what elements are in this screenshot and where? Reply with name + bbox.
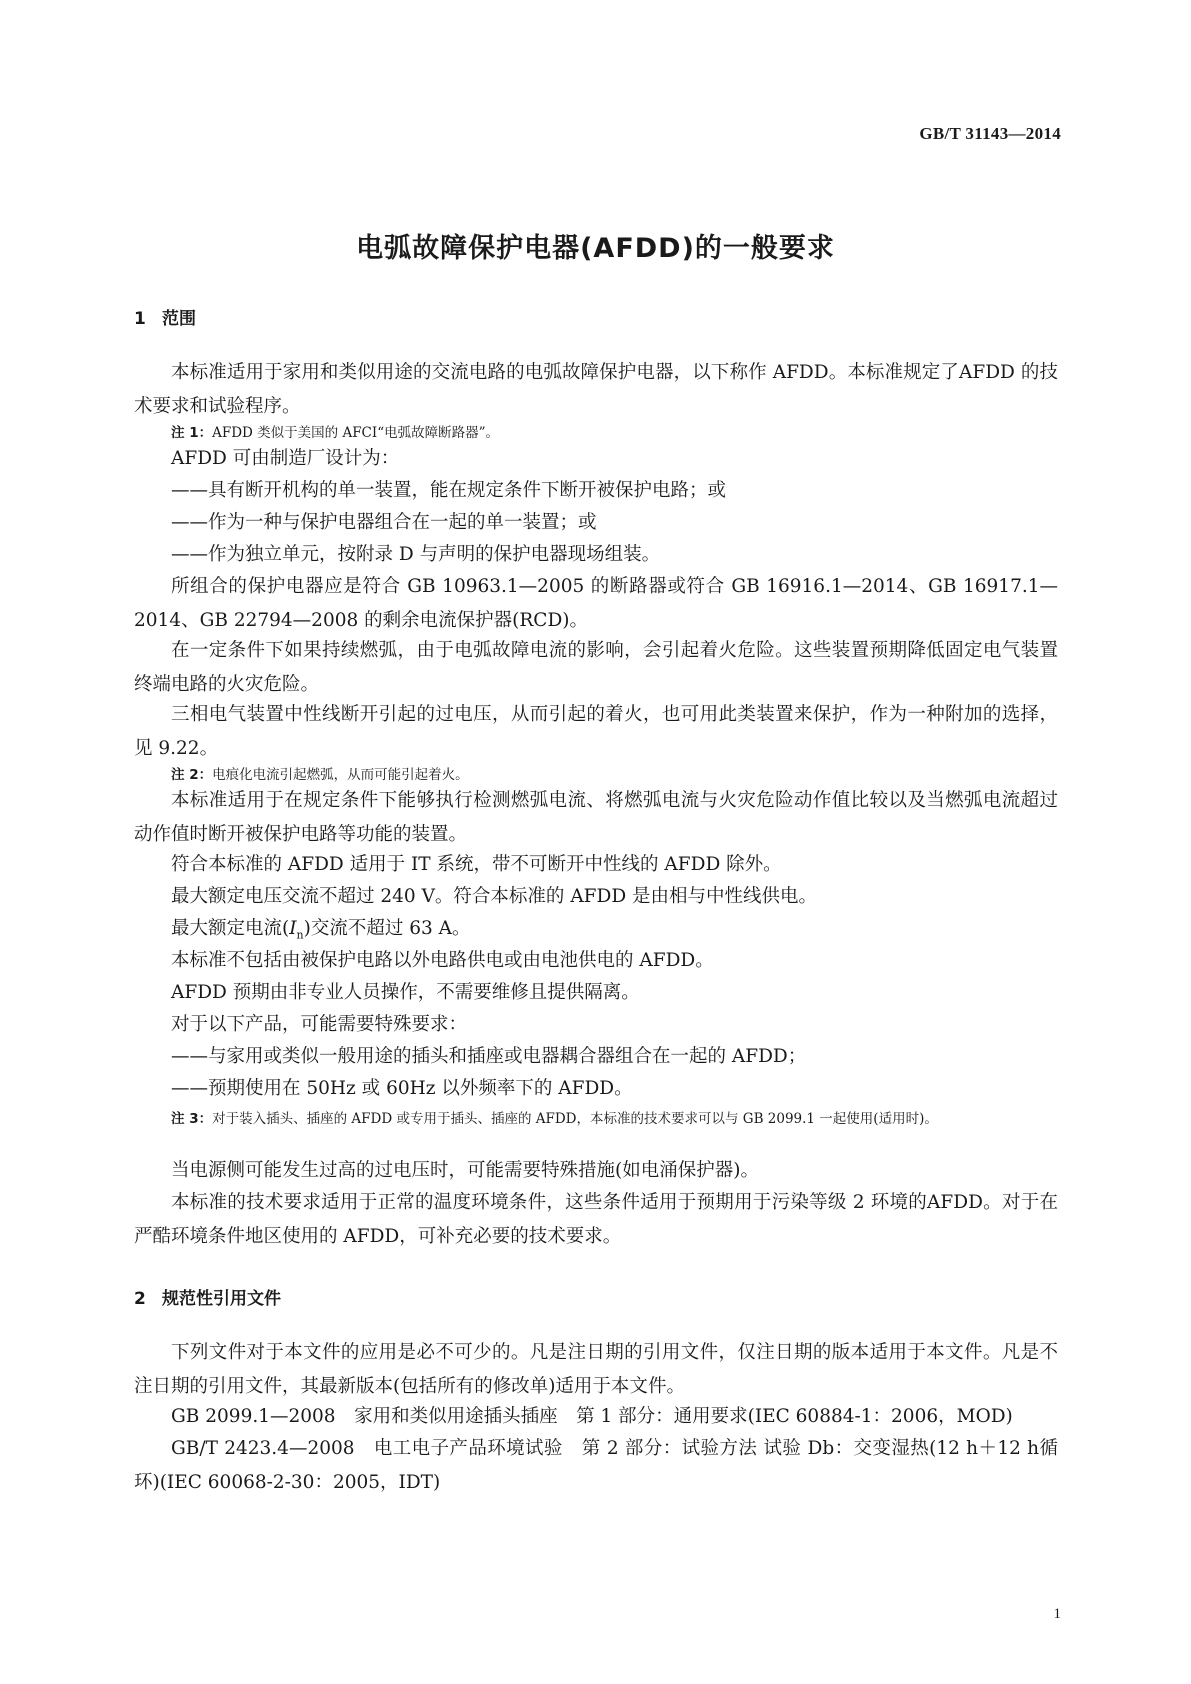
note-label: 注 2：	[171, 767, 213, 783]
text-fragment: 最大额定电流(	[171, 918, 290, 939]
list-item: ——作为一种与保护电器组合在一起的单一装置；或	[171, 512, 597, 533]
paragraph: AFDD 可由制造厂设计为：	[171, 448, 400, 469]
page-number: 1	[1053, 1606, 1061, 1622]
paragraph: 所组合的保护电器应是符合 GB 10963.1—2005 的断路器或符合 GB 16916.1—2014、GB 16917.1—2014、GB 22794—2008 的剩余电流保护器(RCD)。	[134, 576, 1058, 631]
list-item: ——作为独立单元，按附录 D 与声明的保护电器现场组装。	[171, 544, 661, 565]
paragraph: 本标准适用于在规定条件下能够执行检测燃弧电流、将燃弧电流与火灾危险动作值比较以及当燃弧电流超过动作值时断开被保护电路等功能的装置。	[134, 790, 1058, 845]
paragraph: 对于以下产品，可能需要特殊要求：	[171, 1014, 468, 1035]
paragraph: 本标准适用于家用和类似用途的交流电路的电弧故障保护电器，以下称作 AFDD。本标准规定了AFDD 的技术要求和试验程序。	[134, 362, 1058, 417]
reference-item: GB 2099.1—2008 家用和类似用途插头插座 第 1 部分：通用要求(IEC 60884-1：2006，MOD)	[171, 1406, 1013, 1427]
section-1-heading	[134, 304, 196, 329]
section-2-heading	[134, 1284, 281, 1309]
note	[171, 1107, 1058, 1132]
note-text: 电痕化电流引起燃弧，从而可能引起着火。	[212, 767, 469, 783]
paragraph: 本标准的技术要求适用于正常的温度环境条件，这些条件适用于预期用于污染等级 2 环境的AFDD。对于在严酷环境条件地区使用的 AFDD，可补充必要的技术要求。	[134, 1192, 1058, 1247]
document-title: 电弧故障保护电器(AFDD)的一般要求	[356, 233, 835, 264]
paragraph: 下列文件对于本文件的应用是必不可少的。凡是注日期的引用文件，仅注日期的版本适用于本文件。凡是不注日期的引用文件，其最新版本(包括所有的修改单)适用于本文件。	[134, 1342, 1058, 1397]
paragraph: 在一定条件下如果持续燃弧，由于电弧故障电流的影响，会引起着火危险。这些装置预期降低固定电气装置终端电路的火灾危险。	[134, 640, 1058, 695]
current-symbol: I	[289, 918, 297, 939]
section-number: 2	[134, 1289, 146, 1309]
section-title: 范围	[162, 309, 196, 329]
text-fragment: )交流不超过 63 A。	[303, 918, 471, 939]
note-text: 对于装入插头、插座的 AFDD 或专用于插头、插座的 AFDD，本标准的技术要求可以与 GB 2099.1 一起使用(适用时)。	[212, 1111, 938, 1127]
paragraph: AFDD 预期由非专业人员操作，不需要维修且提供隔离。	[171, 982, 640, 1003]
paragraph: 本标准不包括由被保护电路以外电路供电或由电池供电的 AFDD。	[171, 950, 714, 971]
paragraph: 最大额定电压交流不超过 240 V。符合本标准的 AFDD 是由相与中性线供电。	[171, 886, 818, 907]
section-title: 规范性引用文件	[162, 1289, 281, 1309]
current-subscript: n	[296, 928, 304, 942]
paragraph: 符合本标准的 AFDD 适用于 IT 系统，带不可断开中性线的 AFDD 除外。	[171, 854, 782, 875]
note-label: 注 3：	[171, 1111, 213, 1127]
reference-item: GB/T 2423.4—2008 电工电子产品环境试验 第 2 部分：试验方法 试验 Db：交变湿热(12 h＋12 h循环)(IEC 60068-2-30：2005，IDT)	[134, 1438, 1058, 1493]
note-label: 注 1：	[171, 425, 213, 441]
section-number: 1	[134, 309, 146, 329]
list-item: ——预期使用在 50Hz 或 60Hz 以外频率下的 AFDD。	[171, 1078, 633, 1099]
list-item: ——与家用或类似一般用途的插头和插座或电器耦合器组合在一起的 AFDD；	[171, 1046, 807, 1067]
paragraph: 三相电气装置中性线断开引起的过电压，从而引起的着火，也可用此类装置来保护，作为一种附加的选择，见 9.22。	[134, 704, 1058, 759]
document-code: GB/T 31143—2014	[919, 124, 1061, 143]
note-text: AFDD 类似于美国的 AFCI“电弧故障断路器”。	[212, 425, 500, 441]
list-item: ——具有断开机构的单一装置，能在规定条件下断开被保护电路；或	[171, 480, 727, 501]
paragraph: 当电源侧可能发生过高的过电压时，可能需要特殊措施(如电涌保护器)。	[171, 1160, 759, 1181]
